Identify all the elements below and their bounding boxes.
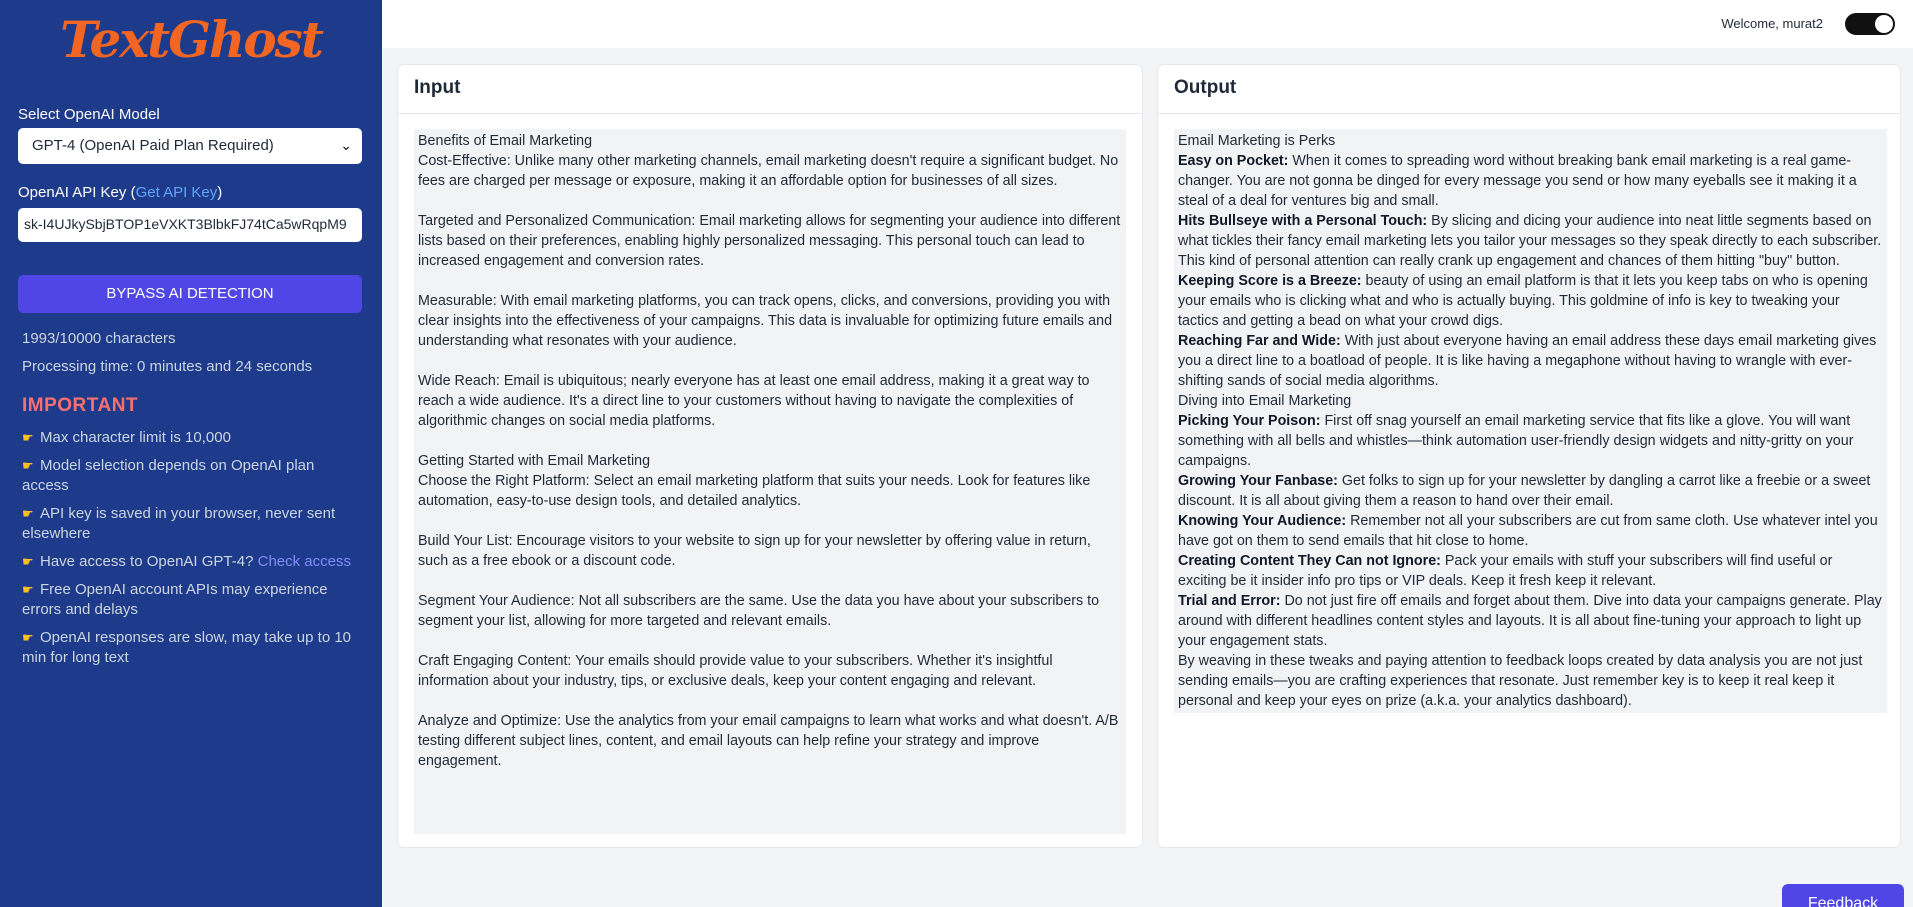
output-line-text: Diving into Email Marketing xyxy=(1178,393,1352,409)
input-paragraph: Analyze and Optimize: Use the analytics from your email campaigns to learn what works and what doesn't. A/B testing different subject lines, content, and email layouts can help refine your strategy and improve engagement. xyxy=(418,713,1123,769)
tip-item xyxy=(22,456,362,496)
model-select[interactable] xyxy=(18,128,362,164)
output-line xyxy=(1178,391,1883,411)
api-key-label-text: OpenAI API Key ( xyxy=(18,184,136,201)
input-paragraph: Wide Reach: Email is ubiquitous; nearly everyone has at least one email address, making it a great way to reach a wide audience. It's a direct line to your customers without having to navigate the complexities of algorithmic changes on social media platforms. xyxy=(418,373,1094,429)
api-key-label xyxy=(18,184,222,201)
api-key-input[interactable]: sk-I4UJkySbjBTOP1eVXKT3BlbkFJ74tCa5wRqpM9 xyxy=(18,208,362,242)
output-line-heading: Creating Content They Can not Ignore: xyxy=(1178,553,1441,569)
app-logo[interactable]: TextGhost xyxy=(60,10,322,69)
output-line xyxy=(1178,271,1883,331)
output-panel-title: Output xyxy=(1174,77,1237,98)
output-text xyxy=(1174,129,1887,713)
input-paragraph: Getting Started with Email Marketing Choose the Right Platform: Select an email marketing platform that suits your needs. Look for features like automation, easy-to-use design tools, and detailed analytics. xyxy=(418,453,1091,509)
output-line-text: By slicing and dicing your audience into neat little segments based on what tickles their fancy email marketing lets you tailor your messages so they speak directly to each subscriber. This kind of personal attention can really crank up engagement and chances of them hitting "buy" button. xyxy=(1178,213,1882,269)
divider xyxy=(398,113,1142,114)
output-line-text: Get folks to sign up for your newsletter by dangling a carrot like a freebie or a sweet discount. It is all about giving them a reason to hand over their email. xyxy=(1178,473,1871,509)
output-line xyxy=(1178,551,1883,591)
model-label: Select OpenAI Model xyxy=(18,106,160,123)
get-api-key-link[interactable]: Get API Key xyxy=(135,184,218,201)
input-paragraph: Measurable: With email marketing platforms, you can track opens, clicks, and conversions, providing you with clear insights into the effectiveness of your campaigns. This data is invaluable for optimizing future emails and understanding what resonates with your audience. xyxy=(418,293,1117,349)
input-textarea[interactable] xyxy=(414,129,1126,834)
tip-item xyxy=(22,552,362,572)
tip-text: Model selection depends on OpenAI plan access xyxy=(22,457,315,494)
tip-text: OpenAI responses are slow, may take up to 10 min for long text xyxy=(22,629,352,666)
output-line xyxy=(1178,331,1883,391)
tip-text: Have access to OpenAI GPT-4? xyxy=(40,553,258,570)
input-paragraph: Craft Engaging Content: Your emails should provide value to your subscribers. Whether it's insightful information about your industry, tips, or exclusive deals, keep your content engaging and relevant. xyxy=(418,653,1057,689)
char-count: 1993/10000 characters xyxy=(22,330,176,347)
pointing-hand-icon: ☛ xyxy=(22,458,34,473)
api-key-label-end: ) xyxy=(217,184,223,201)
pointing-hand-icon: ☛ xyxy=(22,630,34,645)
output-line-heading: Hits Bullseye with a Personal Touch: xyxy=(1178,213,1428,229)
bypass-ai-detection-button[interactable]: BYPASS AI DETECTION xyxy=(18,275,362,313)
output-line-heading: Trial and Error: xyxy=(1178,593,1281,609)
output-line xyxy=(1178,471,1883,511)
input-paragraph: Build Your List: Encourage visitors to your website to sign up for your newsletter by offering value in return, such as a free ebook or a discount code. xyxy=(418,533,1095,569)
output-line xyxy=(1178,131,1883,151)
output-line-text: First off snag yourself an email marketing service that fits like a glove. You will want something with all bells and whistles—think automation user-friendly design widgets and nitty-gritty on your campaigns. xyxy=(1178,413,1854,469)
pointing-hand-icon: ☛ xyxy=(22,554,34,569)
output-line-text: When it comes to spreading word without breaking bank email marketing is a real game-changer. You are not gonna be dinged for every message you send or how many eyeballs see it making it a steal of a deal for ventures big and small. xyxy=(1178,153,1857,209)
input-paragraph: Segment Your Audience: Not all subscribers are the same. Use the data you have about your subscribers to segment your list, allowing for more targeted and relevant emails. xyxy=(418,593,1104,629)
tip-text: API key is saved in your browser, never sent elsewhere xyxy=(22,505,336,542)
tip-item xyxy=(22,580,362,620)
output-line xyxy=(1178,511,1883,551)
output-line-text: Pack your emails with stuff your subscribers will find useful or exciting be it insider info pro tips or VIP deals. Keep it fresh keep it relevant. xyxy=(1178,553,1833,589)
output-line-text: With just about everyone having an email address these days email marketing gives you a direct line to a boatload of people. It is like having a megaphone without having to wrangle with ever-shifting sands of social media algorithms. xyxy=(1178,333,1877,389)
divider xyxy=(1158,113,1900,114)
input-panel-title: Input xyxy=(414,77,461,98)
pointing-hand-icon: ☛ xyxy=(22,582,34,597)
dark-mode-toggle[interactable] xyxy=(1845,13,1895,35)
tip-text: Free OpenAI account APIs may experience errors and delays xyxy=(22,581,328,618)
check-access-link[interactable]: Check access xyxy=(257,553,351,570)
output-line xyxy=(1178,211,1883,271)
output-line-heading: Easy on Pocket: xyxy=(1178,153,1289,169)
output-line-heading: Picking Your Poison: xyxy=(1178,413,1321,429)
output-line xyxy=(1178,591,1883,651)
chevron-down-icon: ⌄ xyxy=(340,137,352,153)
output-line-text: Remember not all your subscribers are cut from same cloth. Use whatever intel you have got on them to send emails that hit close to home. xyxy=(1178,513,1878,549)
output-line-heading: Reaching Far and Wide: xyxy=(1178,333,1341,349)
tip-item xyxy=(22,428,362,448)
toggle-knob xyxy=(1875,15,1893,33)
output-line-heading: Keeping Score is a Breeze: xyxy=(1178,273,1362,289)
tip-text: Max character limit is 10,000 xyxy=(40,429,231,446)
tip-item xyxy=(22,504,362,544)
output-line-heading: Growing Your Fanbase: xyxy=(1178,473,1338,489)
top-header xyxy=(382,0,1913,48)
welcome-text: Welcome, murat2 xyxy=(1721,16,1823,31)
important-heading: IMPORTANT xyxy=(22,395,139,416)
output-line-text: Do not just fire off emails and forget about them. Dive into data your campaigns generate. Play around with different headlines content styles and layouts. It is all about fine-tuning your approach to light up your engagement stats. xyxy=(1178,593,1882,649)
output-line-text: By weaving in these tweaks and paying attention to feedback loops created by data analysis you are not just sending emails—you are crafting experiences that resonate. Just remember key is to keep it real keep it personal and keep your eyes on prize (a.k.a. your analytics dashboard). xyxy=(1178,653,1863,709)
model-select-value: GPT-4 (OpenAI Paid Plan Required) xyxy=(32,137,274,154)
output-panel xyxy=(1157,64,1901,848)
input-panel xyxy=(397,64,1143,848)
output-line-text: beauty of using an email platform is that it lets you keep tabs on who is opening your emails who is clicking what and who is actually buying. This goldmine of info is key to tweaking your tactics and getting a bead on what your crowd digs. xyxy=(1178,273,1868,329)
feedback-button[interactable]: Feedback xyxy=(1782,884,1904,907)
output-line xyxy=(1178,151,1883,211)
output-line xyxy=(1178,651,1883,711)
output-line xyxy=(1178,411,1883,471)
output-line-text: Email Marketing is Perks xyxy=(1178,133,1336,149)
tips-list xyxy=(22,428,362,676)
pointing-hand-icon: ☛ xyxy=(22,430,34,445)
output-line-heading: Knowing Your Audience: xyxy=(1178,513,1347,529)
pointing-hand-icon: ☛ xyxy=(22,506,34,521)
input-paragraph: Targeted and Personalized Communication: Email marketing allows for segmenting your audience into different lists based on their preferences, enabling highly personalized messaging. This personal touch can lead to increased engagement and conversion rates. xyxy=(418,213,1125,269)
input-paragraph: Benefits of Email Marketing Cost-Effective: Unlike many other marketing channels, email marketing doesn't require a significant budget. No fees are charged per message or exposure, making it an affordable option for businesses of all sizes. xyxy=(418,133,1119,189)
sidebar xyxy=(0,0,382,907)
processing-time: Processing time: 0 minutes and 24 seconds xyxy=(22,358,313,375)
tip-item xyxy=(22,628,362,668)
